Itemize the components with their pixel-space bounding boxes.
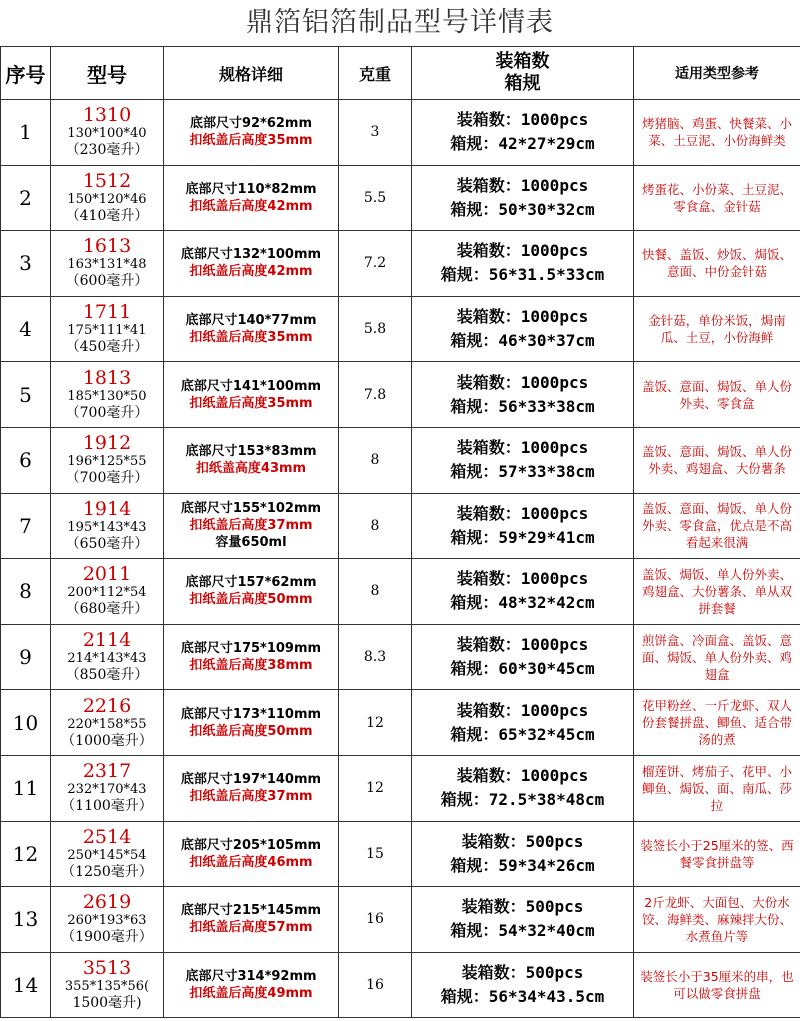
row-seq: 1 xyxy=(1,100,51,166)
table-row xyxy=(1,755,800,821)
row-usage: 装签长小于35厘米的串，也可以做零食拼盘 xyxy=(634,952,800,1018)
row-seq: 2 xyxy=(1,165,51,231)
row-seq: 12 xyxy=(1,821,51,887)
row-usage: 盖饭、意面、焗饭、单人份外卖、鸡翅盒、大份薯条 xyxy=(634,427,800,493)
table-row xyxy=(1,821,800,887)
spec-bottom-size: 底部尺寸157*62mm xyxy=(185,575,317,591)
row-seq: 7 xyxy=(1,493,51,559)
row-pack xyxy=(412,559,634,625)
row-weight: 8 xyxy=(339,559,412,625)
row-usage: 快餐、盖饭、炒饭、焗饭、意面、中份金针菇 xyxy=(634,231,800,297)
spec-bottom-size: 底部尺寸175*109mm xyxy=(180,641,322,657)
model-code: 1912 xyxy=(82,432,132,455)
table-row xyxy=(1,231,800,297)
row-usage: 煎饼盒、冷面盒、盖饭、意面、焗饭、单人份外卖、鸡翅盒 xyxy=(634,624,800,690)
model-volume: （700毫升） xyxy=(65,404,149,421)
row-weight: 5.5 xyxy=(339,165,412,231)
model-volume: （700毫升） xyxy=(65,470,149,487)
model-volume: （450毫升） xyxy=(65,339,149,356)
model-dimensions: 185*130*50 xyxy=(67,388,147,404)
pack-box-size: 箱规：56*33*38cm xyxy=(450,396,595,416)
pack-quantity: 装箱数：500pcs xyxy=(461,963,584,983)
spec-bottom-size: 底部尺寸92*62mm xyxy=(189,116,313,132)
model-dimensions: 260*193*63 xyxy=(67,913,147,929)
row-pack xyxy=(412,755,634,821)
row-seq: 5 xyxy=(1,362,51,428)
model-code: 1711 xyxy=(82,301,132,324)
row-weight: 3 xyxy=(339,100,412,166)
row-pack xyxy=(412,887,634,953)
spec-lid-height: 扣纸盖后高度38mm xyxy=(189,658,313,674)
header-weight: 克重 xyxy=(339,47,412,100)
spec-bottom-size: 底部尺寸205*105mm xyxy=(180,837,322,853)
row-model xyxy=(51,952,164,1018)
model-code: 1512 xyxy=(82,169,132,192)
pack-quantity: 装箱数：1000pcs xyxy=(456,307,589,327)
pack-quantity: 装箱数：1000pcs xyxy=(456,700,589,720)
row-seq: 10 xyxy=(1,690,51,756)
header-pack xyxy=(412,47,634,100)
model-dimensions: 175*111*41 xyxy=(67,323,147,339)
row-usage: 榴莲饼、烤茄子、花甲、小鲫鱼、焗饭、面、南瓜、莎拉 xyxy=(634,755,800,821)
header-seq: 序号 xyxy=(1,47,51,100)
row-spec xyxy=(164,231,339,297)
header-usage: 适用类型参考 xyxy=(634,47,800,100)
spec-lid-height: 扣纸盖后高度49mm xyxy=(189,986,313,1002)
model-dimensions: 196*125*55 xyxy=(67,454,147,470)
model-dimensions: 214*143*43 xyxy=(67,651,147,667)
row-model xyxy=(51,165,164,231)
pack-box-size: 箱规：65*32*45cm xyxy=(450,724,595,744)
row-model xyxy=(51,887,164,953)
spec-lid-height: 扣纸盖后高度57mm xyxy=(189,920,313,936)
model-code: 2216 xyxy=(82,694,132,717)
row-pack xyxy=(412,165,634,231)
row-usage: 烤猪脑、鸡蛋、快餐菜、小菜、土豆泥、小份海鲜类 xyxy=(634,100,800,166)
row-spec xyxy=(164,821,339,887)
row-seq: 4 xyxy=(1,296,51,362)
spec-lid-height: 扣纸盖后高度46mm xyxy=(189,854,313,870)
spec-bottom-size: 底部尺寸314*92mm xyxy=(185,969,317,985)
pack-quantity: 装箱数：1000pcs xyxy=(456,175,589,195)
row-seq: 6 xyxy=(1,427,51,493)
pack-quantity: 装箱数：1000pcs xyxy=(456,503,589,523)
row-weight: 8.3 xyxy=(339,624,412,690)
row-usage: 2斤龙虾、大面包、大份水饺、海鲜类、麻辣拌大份、水煮鱼片等 xyxy=(634,887,800,953)
spec-lid-height: 扣纸盖后高度35mm xyxy=(189,133,313,149)
row-weight: 15 xyxy=(339,821,412,887)
model-code: 2514 xyxy=(82,825,132,848)
model-code: 1613 xyxy=(82,235,132,258)
pack-quantity: 装箱数：1000pcs xyxy=(456,635,589,655)
row-pack xyxy=(412,690,634,756)
table-row xyxy=(1,493,800,559)
spec-lid-height: 扣纸盖后高度50mm xyxy=(189,592,313,608)
table-row xyxy=(1,887,800,953)
page-title: 鼎箔铝箔制品型号详情表 xyxy=(246,7,554,38)
row-weight: 5.8 xyxy=(339,296,412,362)
row-weight: 16 xyxy=(339,952,412,1018)
model-detail-table xyxy=(0,46,800,1018)
pack-box-size: 箱规：59*29*41cm xyxy=(450,527,595,547)
row-weight: 8 xyxy=(339,427,412,493)
row-usage: 盖饭、意面、焗饭、单人份外卖、零食盒 xyxy=(634,362,800,428)
spec-bottom-size: 底部尺寸141*100mm xyxy=(180,378,322,394)
model-dimensions: 150*120*46 xyxy=(67,191,147,207)
row-spec xyxy=(164,493,339,559)
row-pack xyxy=(412,231,634,297)
pack-box-size: 箱规：42*27*29cm xyxy=(450,134,595,154)
spec-bottom-size: 底部尺寸173*110mm xyxy=(180,706,322,722)
row-seq: 14 xyxy=(1,952,51,1018)
row-model xyxy=(51,493,164,559)
row-model xyxy=(51,821,164,887)
row-model xyxy=(51,427,164,493)
model-volume: （1100毫升） xyxy=(61,798,153,815)
row-spec xyxy=(164,887,339,953)
model-dimensions: 232*170*43 xyxy=(67,782,147,798)
row-usage: 花甲粉丝、一斤龙虾、双人份套餐拼盘、鲫鱼、适合带汤的煮 xyxy=(634,690,800,756)
table-row xyxy=(1,362,800,428)
row-model xyxy=(51,755,164,821)
row-usage: 盖饭、意面、焗饭、单人份外卖、零食盒，优点是不高看起来很满 xyxy=(634,493,800,559)
pack-box-size: 箱规：59*34*26cm xyxy=(450,855,595,875)
row-weight: 12 xyxy=(339,690,412,756)
row-seq: 9 xyxy=(1,624,51,690)
header-pack-line2: 箱规 xyxy=(504,73,541,94)
pack-box-size: 箱规：72.5*38*48cm xyxy=(440,790,605,810)
row-model xyxy=(51,624,164,690)
pack-box-size: 箱规：50*30*32cm xyxy=(450,199,595,219)
pack-box-size: 箱规：57*33*38cm xyxy=(450,462,595,482)
row-usage: 金针菇，单份米饭，焗南瓜、土豆，小份海鲜 xyxy=(634,296,800,362)
pack-box-size: 箱规：60*30*45cm xyxy=(450,659,595,679)
model-volume: （600毫升） xyxy=(65,273,149,290)
model-dimensions: 163*131*48 xyxy=(67,257,147,273)
row-model xyxy=(51,231,164,297)
model-dimensions: 195*143*43 xyxy=(67,519,147,535)
row-spec xyxy=(164,427,339,493)
row-pack xyxy=(412,952,634,1018)
row-spec xyxy=(164,100,339,166)
model-volume: （1900毫升） xyxy=(61,929,153,946)
spec-bottom-size: 底部尺寸215*145mm xyxy=(180,903,322,919)
model-volume: （1250毫升） xyxy=(61,863,153,880)
spec-lid-height: 扣纸盖后高度37mm xyxy=(189,789,313,805)
table-row xyxy=(1,427,800,493)
row-weight: 16 xyxy=(339,887,412,953)
row-model xyxy=(51,559,164,625)
model-code: 2317 xyxy=(82,760,132,783)
row-pack xyxy=(412,821,634,887)
pack-box-size: 箱规：56*31.5*33cm xyxy=(440,265,605,285)
model-volume: （850毫升） xyxy=(65,667,149,684)
spec-lid-height: 扣纸盖后高度50mm xyxy=(189,723,313,739)
spec-bottom-size: 底部尺寸153*83mm xyxy=(185,444,317,460)
header-pack-line1: 装箱数 xyxy=(495,51,550,72)
pack-quantity: 装箱数：1000pcs xyxy=(456,766,589,786)
row-model xyxy=(51,100,164,166)
model-code: 1310 xyxy=(82,104,132,127)
row-spec xyxy=(164,165,339,231)
model-code: 3513 xyxy=(82,957,132,980)
row-weight: 8 xyxy=(339,493,412,559)
table-row xyxy=(1,690,800,756)
row-spec xyxy=(164,755,339,821)
model-volume: （650毫升） xyxy=(65,535,149,552)
model-code: 1914 xyxy=(82,497,132,520)
row-model xyxy=(51,690,164,756)
spec-lid-height: 扣纸盖后高度42mm xyxy=(189,264,313,280)
spec-lid-height: 扣纸盖后高度35mm xyxy=(189,395,313,411)
model-volume: （680毫升） xyxy=(65,601,149,618)
model-dimensions: 250*145*54 xyxy=(67,847,147,863)
pack-quantity: 装箱数：1000pcs xyxy=(456,372,589,392)
spec-bottom-size: 底部尺寸110*82mm xyxy=(185,181,317,197)
table-row xyxy=(1,624,800,690)
pack-box-size: 箱规：46*30*37cm xyxy=(450,331,595,351)
model-dimensions: 200*112*54 xyxy=(67,585,147,601)
row-pack xyxy=(412,362,634,428)
row-pack xyxy=(412,493,634,559)
row-pack xyxy=(412,624,634,690)
row-usage: 烤蛋花、小份菜、土豆泥、零食盒、金针菇 xyxy=(634,165,800,231)
spec-lid-height: 扣纸盖后高度35mm xyxy=(189,330,313,346)
row-weight: 12 xyxy=(339,755,412,821)
spec-lid-height: 扣纸盖后高度37mm xyxy=(189,518,313,534)
pack-quantity: 装箱数：1000pcs xyxy=(456,110,589,130)
model-code: 2011 xyxy=(82,563,132,586)
model-dimensions: 220*158*55 xyxy=(67,716,147,732)
pack-quantity: 装箱数：500pcs xyxy=(461,831,584,851)
spec-bottom-size: 底部尺寸197*140mm xyxy=(180,772,322,788)
header-spec: 规格详细 xyxy=(164,47,339,100)
row-spec xyxy=(164,624,339,690)
pack-box-size: 箱规：48*32*42cm xyxy=(450,593,595,613)
row-spec xyxy=(164,296,339,362)
spec-bottom-size: 底部尺寸140*77mm xyxy=(185,313,317,329)
spec-bottom-size: 底部尺寸155*102mm xyxy=(180,501,322,517)
table-row xyxy=(1,559,800,625)
header-row xyxy=(1,47,800,100)
row-spec xyxy=(164,952,339,1018)
row-pack xyxy=(412,427,634,493)
row-spec xyxy=(164,690,339,756)
model-code: 1813 xyxy=(82,366,132,389)
table-row xyxy=(1,296,800,362)
table-row xyxy=(1,952,800,1018)
row-weight: 7.8 xyxy=(339,362,412,428)
model-volume: （410毫升） xyxy=(65,207,149,224)
table-row xyxy=(1,165,800,231)
pack-quantity: 装箱数：1000pcs xyxy=(456,438,589,458)
row-spec xyxy=(164,559,339,625)
row-seq: 8 xyxy=(1,559,51,625)
model-volume: （230毫升） xyxy=(65,142,149,159)
spec-lid-height: 扣纸盖后高度42mm xyxy=(189,198,313,214)
spec-lid-height: 扣纸盖高度43mm xyxy=(195,461,307,477)
row-seq: 3 xyxy=(1,231,51,297)
row-seq: 13 xyxy=(1,887,51,953)
pack-quantity: 装箱数：500pcs xyxy=(461,897,584,917)
pack-quantity: 装箱数：1000pcs xyxy=(456,241,589,261)
row-usage: 装签长小于25厘米的签、西餐零食拼盘等 xyxy=(634,821,800,887)
row-spec xyxy=(164,362,339,428)
spec-capacity: 容量650ml xyxy=(215,535,287,551)
model-dimensions: 355*135*56( xyxy=(64,979,150,995)
model-volume: 1500毫升) xyxy=(72,995,142,1012)
pack-quantity: 装箱数：1000pcs xyxy=(456,569,589,589)
row-seq: 11 xyxy=(1,755,51,821)
spec-bottom-size: 底部尺寸132*100mm xyxy=(180,247,322,263)
row-usage: 盖饭、焗饭、单人份外卖、鸡翅盒、大份薯条、单从双拼套餐 xyxy=(634,559,800,625)
row-model xyxy=(51,362,164,428)
row-pack xyxy=(412,100,634,166)
table-row xyxy=(1,100,800,166)
row-model xyxy=(51,296,164,362)
row-weight: 7.2 xyxy=(339,231,412,297)
model-code: 2114 xyxy=(82,629,132,652)
row-pack xyxy=(412,296,634,362)
header-model: 型号 xyxy=(51,47,164,100)
model-dimensions: 130*100*40 xyxy=(67,126,147,142)
model-code: 2619 xyxy=(82,891,132,914)
model-volume: （1000毫升） xyxy=(61,732,153,749)
pack-box-size: 箱规：54*32*40cm xyxy=(450,921,595,941)
pack-box-size: 箱规：56*34*43.5cm xyxy=(440,987,605,1007)
